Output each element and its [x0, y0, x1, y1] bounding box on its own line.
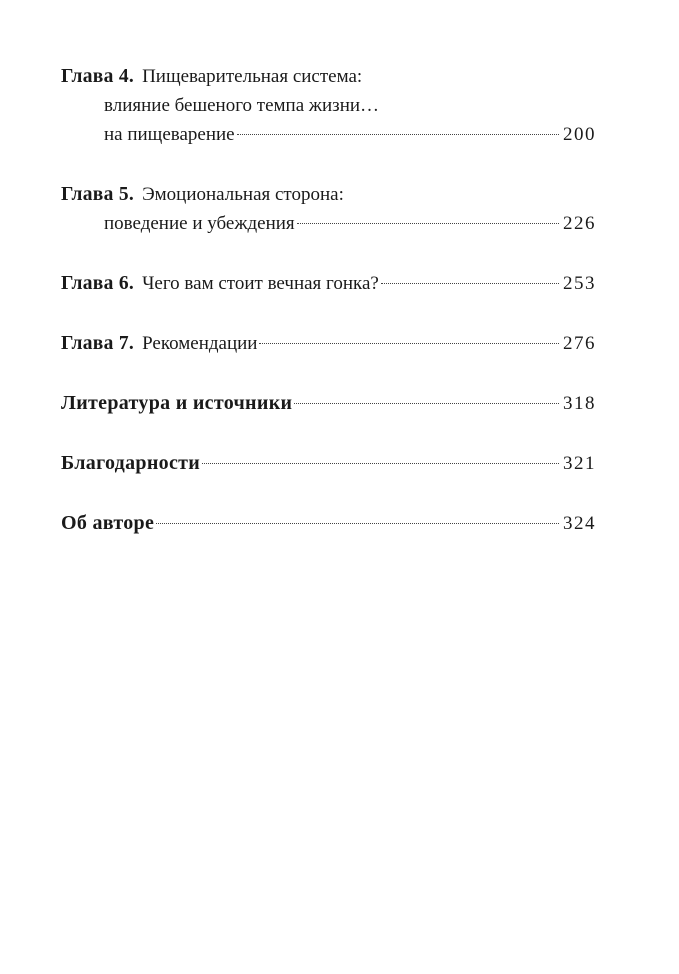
toc-line — [61, 509, 596, 538]
chapter-label: Глава 6. — [61, 273, 135, 294]
chapter-title-line: поведение и убеждения — [104, 213, 295, 234]
chapter-title-line: на пищеварение — [104, 124, 235, 145]
toc-line — [61, 389, 596, 418]
chapter-title-line: влияние бешеного темпа жизни… — [104, 95, 380, 116]
chapter-label: Глава 5. — [61, 184, 135, 205]
toc-line — [61, 62, 596, 91]
chapter-title-line: Рекомендации — [142, 333, 258, 354]
toc-entry-chapter-6[interactable] — [61, 269, 596, 298]
page-number: 200 — [563, 124, 596, 145]
section-title: Об авторе — [61, 512, 155, 534]
page-number: 318 — [563, 393, 596, 414]
table-of-contents — [61, 62, 596, 569]
toc-line — [61, 180, 596, 209]
chapter-title-line: Чего вам стоит вечная гонка? — [142, 273, 379, 294]
chapter-title-line: Пищеварительная система: — [142, 66, 363, 87]
dot-leader — [297, 223, 559, 224]
dot-leader — [259, 343, 559, 344]
toc-entry-literature[interactable] — [61, 389, 596, 418]
toc-line — [61, 449, 596, 478]
page-number: 324 — [563, 513, 596, 534]
page-number: 321 — [563, 453, 596, 474]
toc-line — [61, 329, 596, 358]
toc-entry-acknowledgements[interactable] — [61, 449, 596, 478]
page-number: 253 — [563, 273, 596, 294]
toc-line — [61, 209, 596, 238]
dot-leader — [202, 463, 559, 464]
section-title: Литература и источники — [61, 392, 293, 414]
dot-leader — [156, 523, 559, 524]
chapter-label: Глава 4. — [61, 66, 135, 87]
toc-entry-chapter-7[interactable] — [61, 329, 596, 358]
toc-entry-chapter-5[interactable] — [61, 180, 596, 238]
chapter-label: Глава 7. — [61, 333, 135, 354]
toc-line — [61, 120, 596, 149]
dot-leader — [381, 283, 559, 284]
toc-line — [61, 91, 596, 120]
toc-entry-about-author[interactable] — [61, 509, 596, 538]
section-title: Благодарности — [61, 452, 201, 474]
dot-leader — [237, 134, 559, 135]
dot-leader — [294, 403, 559, 404]
page-number: 276 — [563, 333, 596, 354]
page-number: 226 — [563, 213, 596, 234]
toc-line — [61, 269, 596, 298]
chapter-title-line: Эмоциональная сторона: — [142, 184, 344, 205]
toc-entry-chapter-4[interactable] — [61, 62, 596, 149]
